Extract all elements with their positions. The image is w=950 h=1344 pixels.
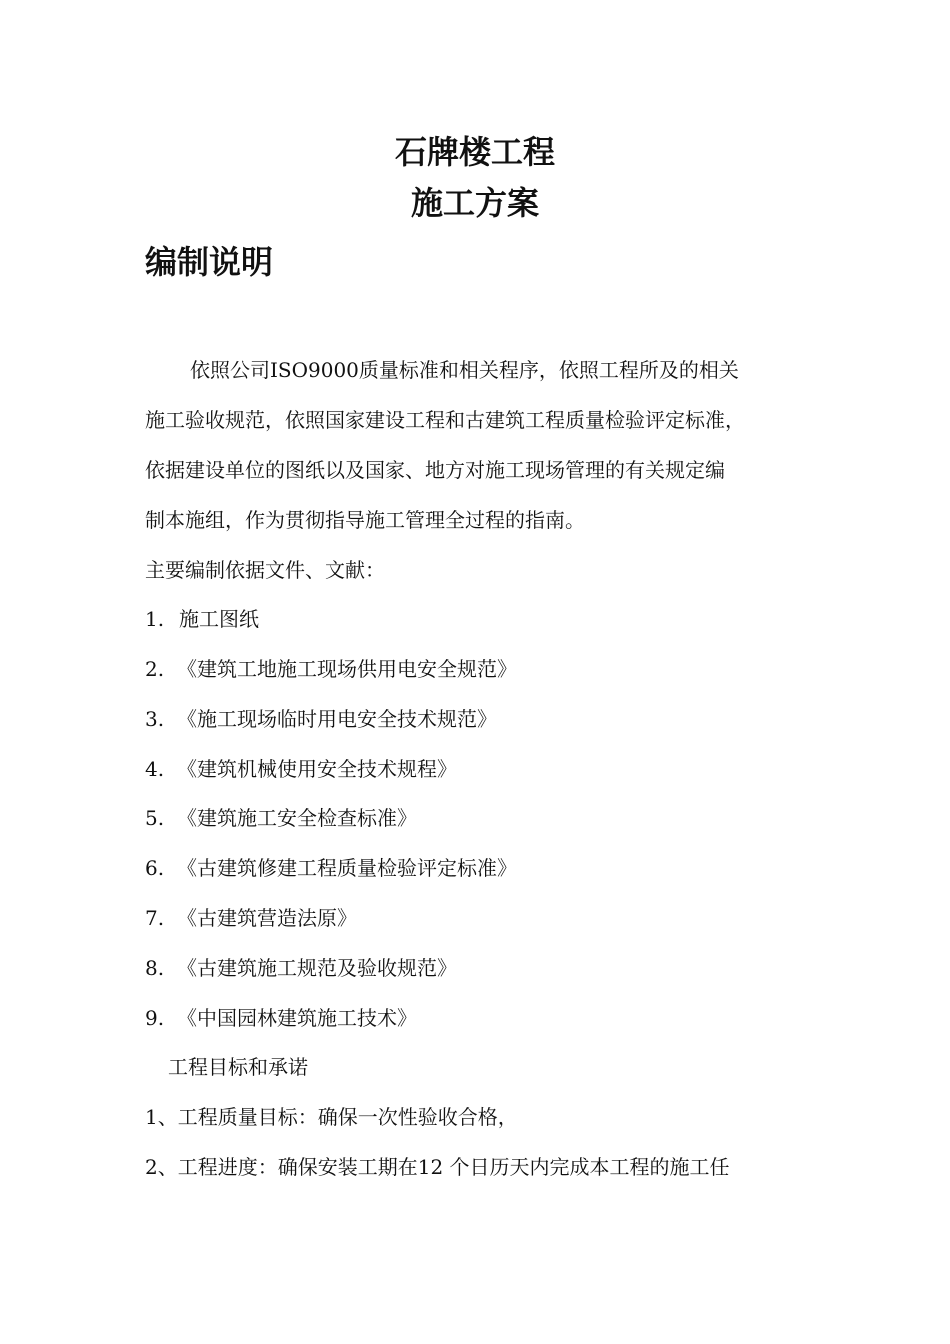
reference-item bbox=[145, 955, 457, 981]
reference-number: 3. bbox=[145, 707, 165, 731]
document-title: 石牌楼工程 bbox=[394, 133, 555, 171]
goal-item: 2、工程进度：确保安装工期在12 个日历天内完成本工程的施工任 bbox=[145, 1155, 730, 1179]
reference-number: 1. bbox=[145, 607, 165, 631]
reference-item bbox=[145, 656, 517, 682]
intro-paragraph-line: 依照公司ISO9000质量标准和相关程序，依照工程所及的相关 bbox=[190, 358, 739, 382]
basis-label: 主要编制依据文件、文献： bbox=[145, 558, 385, 582]
reference-number: 8. bbox=[145, 956, 165, 980]
goal-item: 1、工程质量目标：确保一次性验收合格， bbox=[145, 1105, 518, 1129]
reference-text: 《中国园林建筑施工技术》 bbox=[177, 1006, 417, 1030]
document-subtitle: 施工方案 bbox=[410, 184, 539, 222]
reference-number: 4. bbox=[145, 757, 165, 781]
reference-number: 7. bbox=[145, 906, 165, 930]
reference-text: 《施工现场临时用电安全技术规范》 bbox=[177, 707, 497, 731]
reference-item bbox=[145, 606, 259, 632]
intro-paragraph-line: 施工验收规范，依照国家建设工程和古建筑工程质量检验评定标准， bbox=[145, 408, 745, 432]
reference-text: 《古建筑修建工程质量检验评定标准》 bbox=[177, 856, 517, 880]
reference-number: 2. bbox=[145, 657, 165, 681]
reference-item bbox=[145, 706, 497, 732]
reference-number: 9. bbox=[145, 1006, 165, 1030]
reference-item bbox=[145, 905, 357, 931]
reference-text: 《古建筑施工规范及验收规范》 bbox=[177, 956, 457, 980]
goals-heading: 工程目标和承诺 bbox=[168, 1055, 308, 1079]
reference-item bbox=[145, 855, 517, 881]
reference-text: 《建筑施工安全检查标准》 bbox=[177, 806, 417, 830]
reference-text: 《建筑机械使用安全技术规程》 bbox=[177, 757, 457, 781]
reference-text: 《古建筑营造法原》 bbox=[177, 906, 357, 930]
reference-item bbox=[145, 805, 417, 831]
reference-item bbox=[145, 1005, 417, 1031]
intro-paragraph-line: 制本施组，作为贯彻指导施工管理全过程的指南。 bbox=[145, 508, 585, 532]
reference-item bbox=[145, 756, 457, 782]
section-heading: 编制说明 bbox=[145, 243, 274, 281]
reference-text: 《建筑工地施工现场供用电安全规范》 bbox=[177, 657, 517, 681]
reference-number: 6. bbox=[145, 856, 165, 880]
reference-text: 施工图纸 bbox=[179, 607, 259, 631]
intro-paragraph-line: 依据建设单位的图纸以及国家、地方对施工现场管理的有关规定编 bbox=[145, 458, 725, 482]
reference-number: 5. bbox=[145, 806, 165, 830]
